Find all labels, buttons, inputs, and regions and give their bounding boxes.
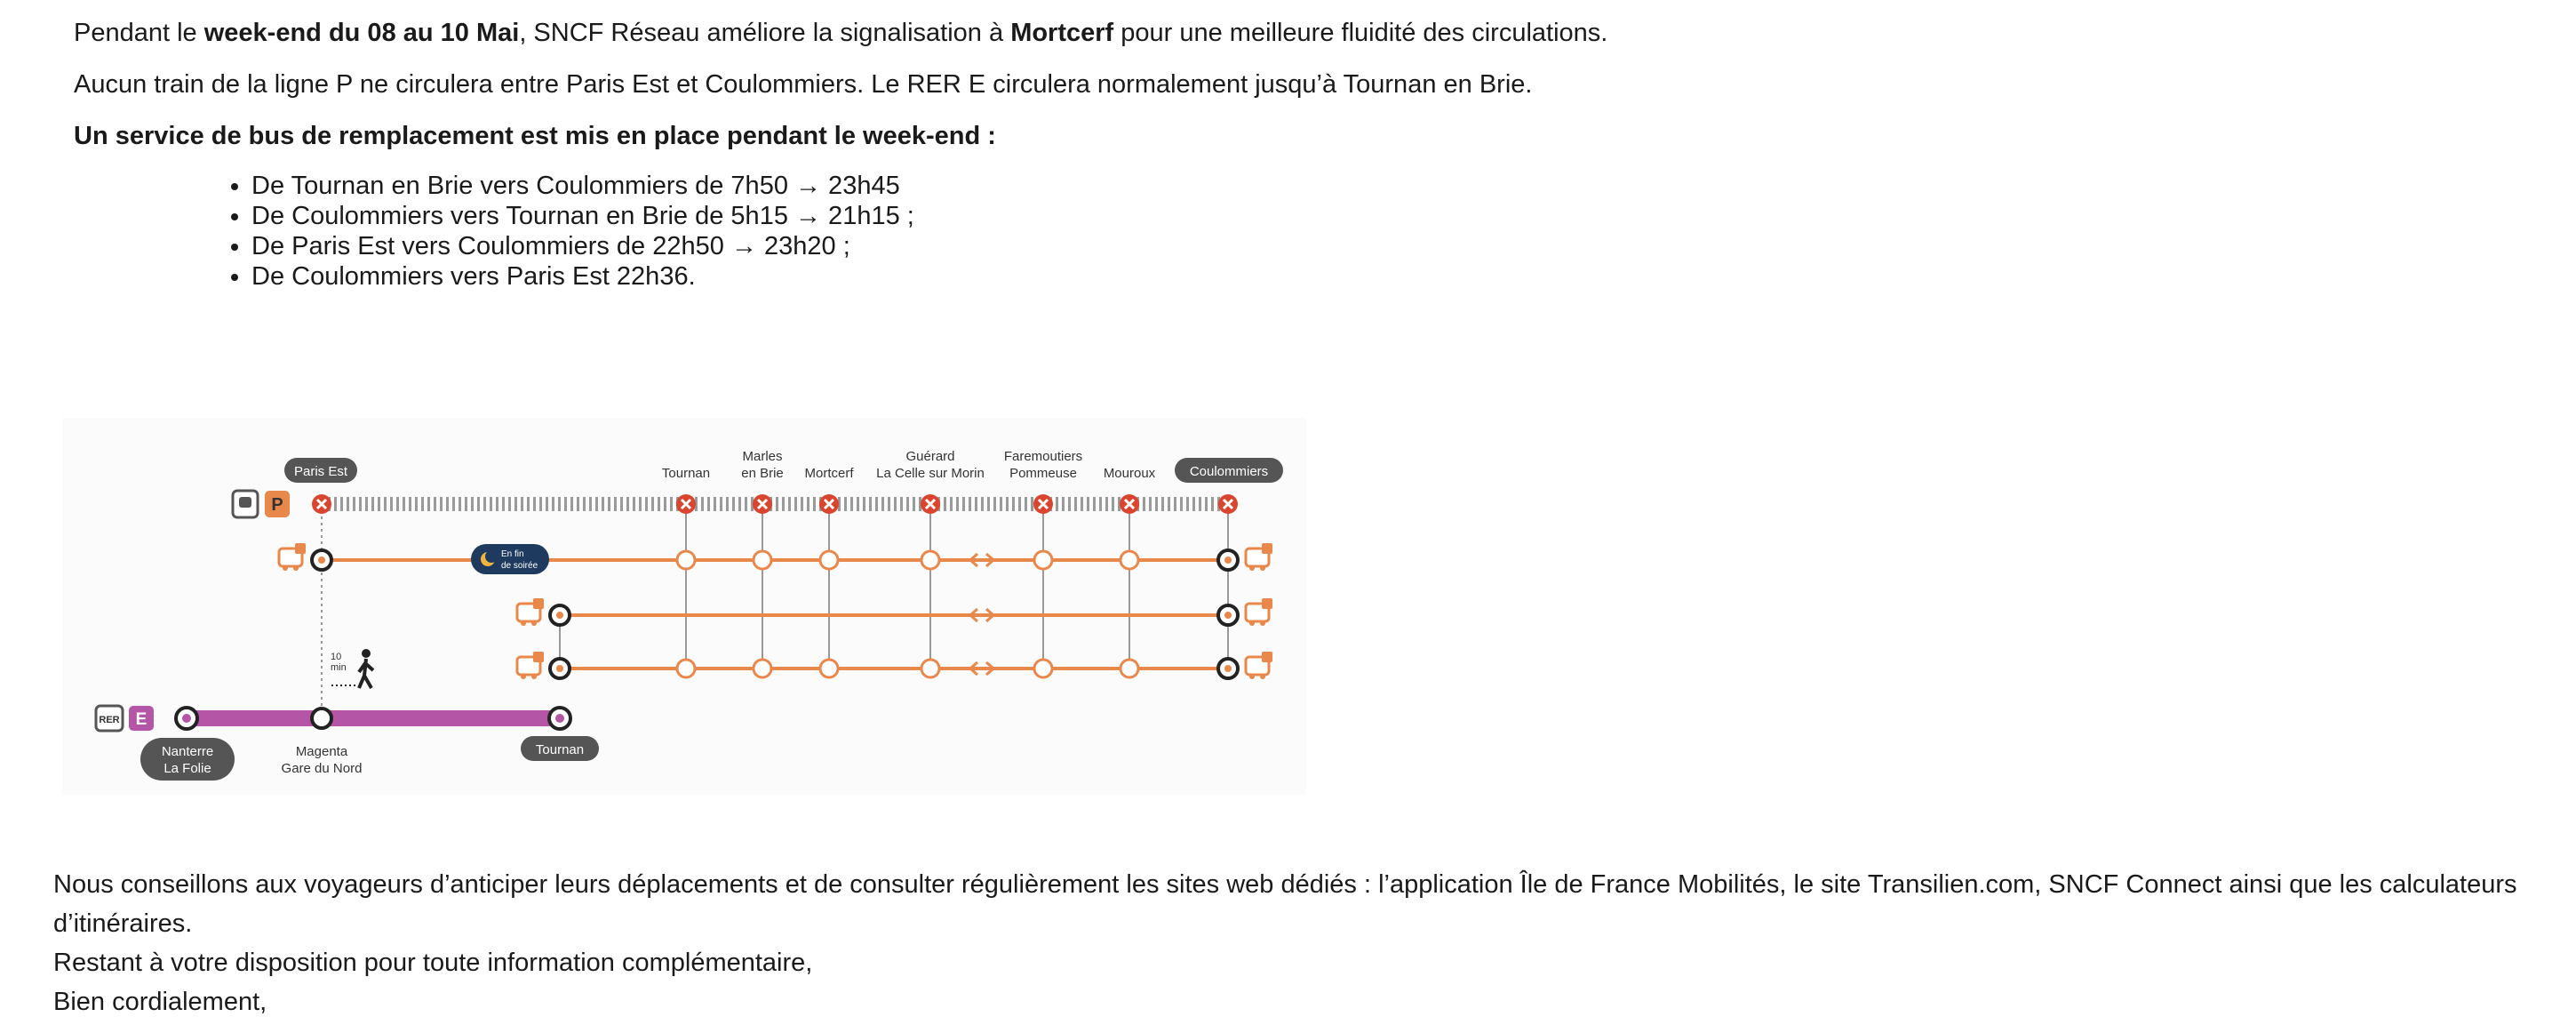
evening-badge xyxy=(471,544,549,574)
station-label-marles-2: en Brie xyxy=(741,466,784,481)
station-label-tournan-rer: Tournan xyxy=(535,742,585,757)
intro-text-3: pour une meilleure fluidité des circulations. xyxy=(1113,19,1608,47)
list-item: • De Coulommiers vers Tournan en Brie de 5h15 → 21h15 ; xyxy=(251,201,914,231)
station-label-faremoutiers-1: Faremoutiers xyxy=(1003,449,1083,464)
intro-text-1: Pendant le xyxy=(74,19,204,47)
station-label-marles-1: Marles xyxy=(742,449,783,464)
sign-off: Bien cordialement, xyxy=(53,988,267,1016)
station-mortcerf-name: Mortcerf xyxy=(1010,19,1114,47)
intro-paragraph-weekend xyxy=(74,15,1607,51)
walk-time-unit: min xyxy=(331,662,347,673)
station-label-nanterre-1: Nanterre xyxy=(161,744,214,759)
station-label-mortcerf: Mortcerf xyxy=(804,466,854,481)
advice-paragraph: Nous conseillons aux voyageurs d’anticiper leurs déplacements et de consulter régulièrement les sites web dédiés : l’application Île de France Mobilités, le site Transilien.com, SNCF Connect ainsi que les calculateurs d’itinéraires. xyxy=(53,870,2517,938)
intro-text-2: , SNCF Réseau améliore la signalisation à xyxy=(519,19,1011,47)
intro-paragraph-no-trains: Aucun train de la ligne P ne circulera entre Paris Est et Coulommiers. Le RER E circulera normalement jusqu’à Tournan en Brie. xyxy=(74,70,1533,99)
line-p-letter: P xyxy=(271,495,283,515)
line-map-diagram xyxy=(62,418,1306,795)
station-label-guerard-1: Guérard xyxy=(905,449,955,464)
rer-e-letter: E xyxy=(135,710,148,729)
evening-badge-line-2: de soirée xyxy=(501,561,538,571)
station-label-mouroux: Mouroux xyxy=(1103,466,1156,481)
weekend-dates: week-end du 08 au 10 Mai xyxy=(203,19,520,47)
station-label-magenta-1: Magenta xyxy=(295,744,348,759)
list-item: • De Paris Est vers Coulommiers de 22h50 → 23h20 ; xyxy=(251,231,914,261)
station-label-guerard-2: La Celle sur Morin xyxy=(876,466,985,481)
rer-badge-label: RER xyxy=(99,715,120,725)
walk-time-value: 10 xyxy=(331,652,342,662)
station-label-nanterre-2: La Folie xyxy=(163,761,211,776)
availability-line: Restant à votre disposition pour toute information complémentaire, xyxy=(53,949,813,977)
evening-badge-line-1: En fin xyxy=(501,549,524,559)
list-item: • De Tournan en Brie vers Coulommiers de 7h50 → 23h45 xyxy=(251,171,914,201)
station-label-magenta-2: Gare du Nord xyxy=(281,761,363,776)
closing-message xyxy=(53,865,2568,1021)
station-label-faremoutiers-2: Pommeuse xyxy=(1009,466,1077,481)
list-item: • De Coulommiers vers Paris Est 22h36. xyxy=(251,261,914,292)
bus-service-heading: Un service de bus de remplacement est mis en place pendant le week-end : xyxy=(74,122,996,150)
station-label-coulommiers: Coulommiers xyxy=(1189,464,1269,479)
station-label-paris-est: Paris Est xyxy=(293,464,348,479)
bus-service-list xyxy=(213,171,914,292)
station-label-tournan: Tournan xyxy=(661,466,711,481)
